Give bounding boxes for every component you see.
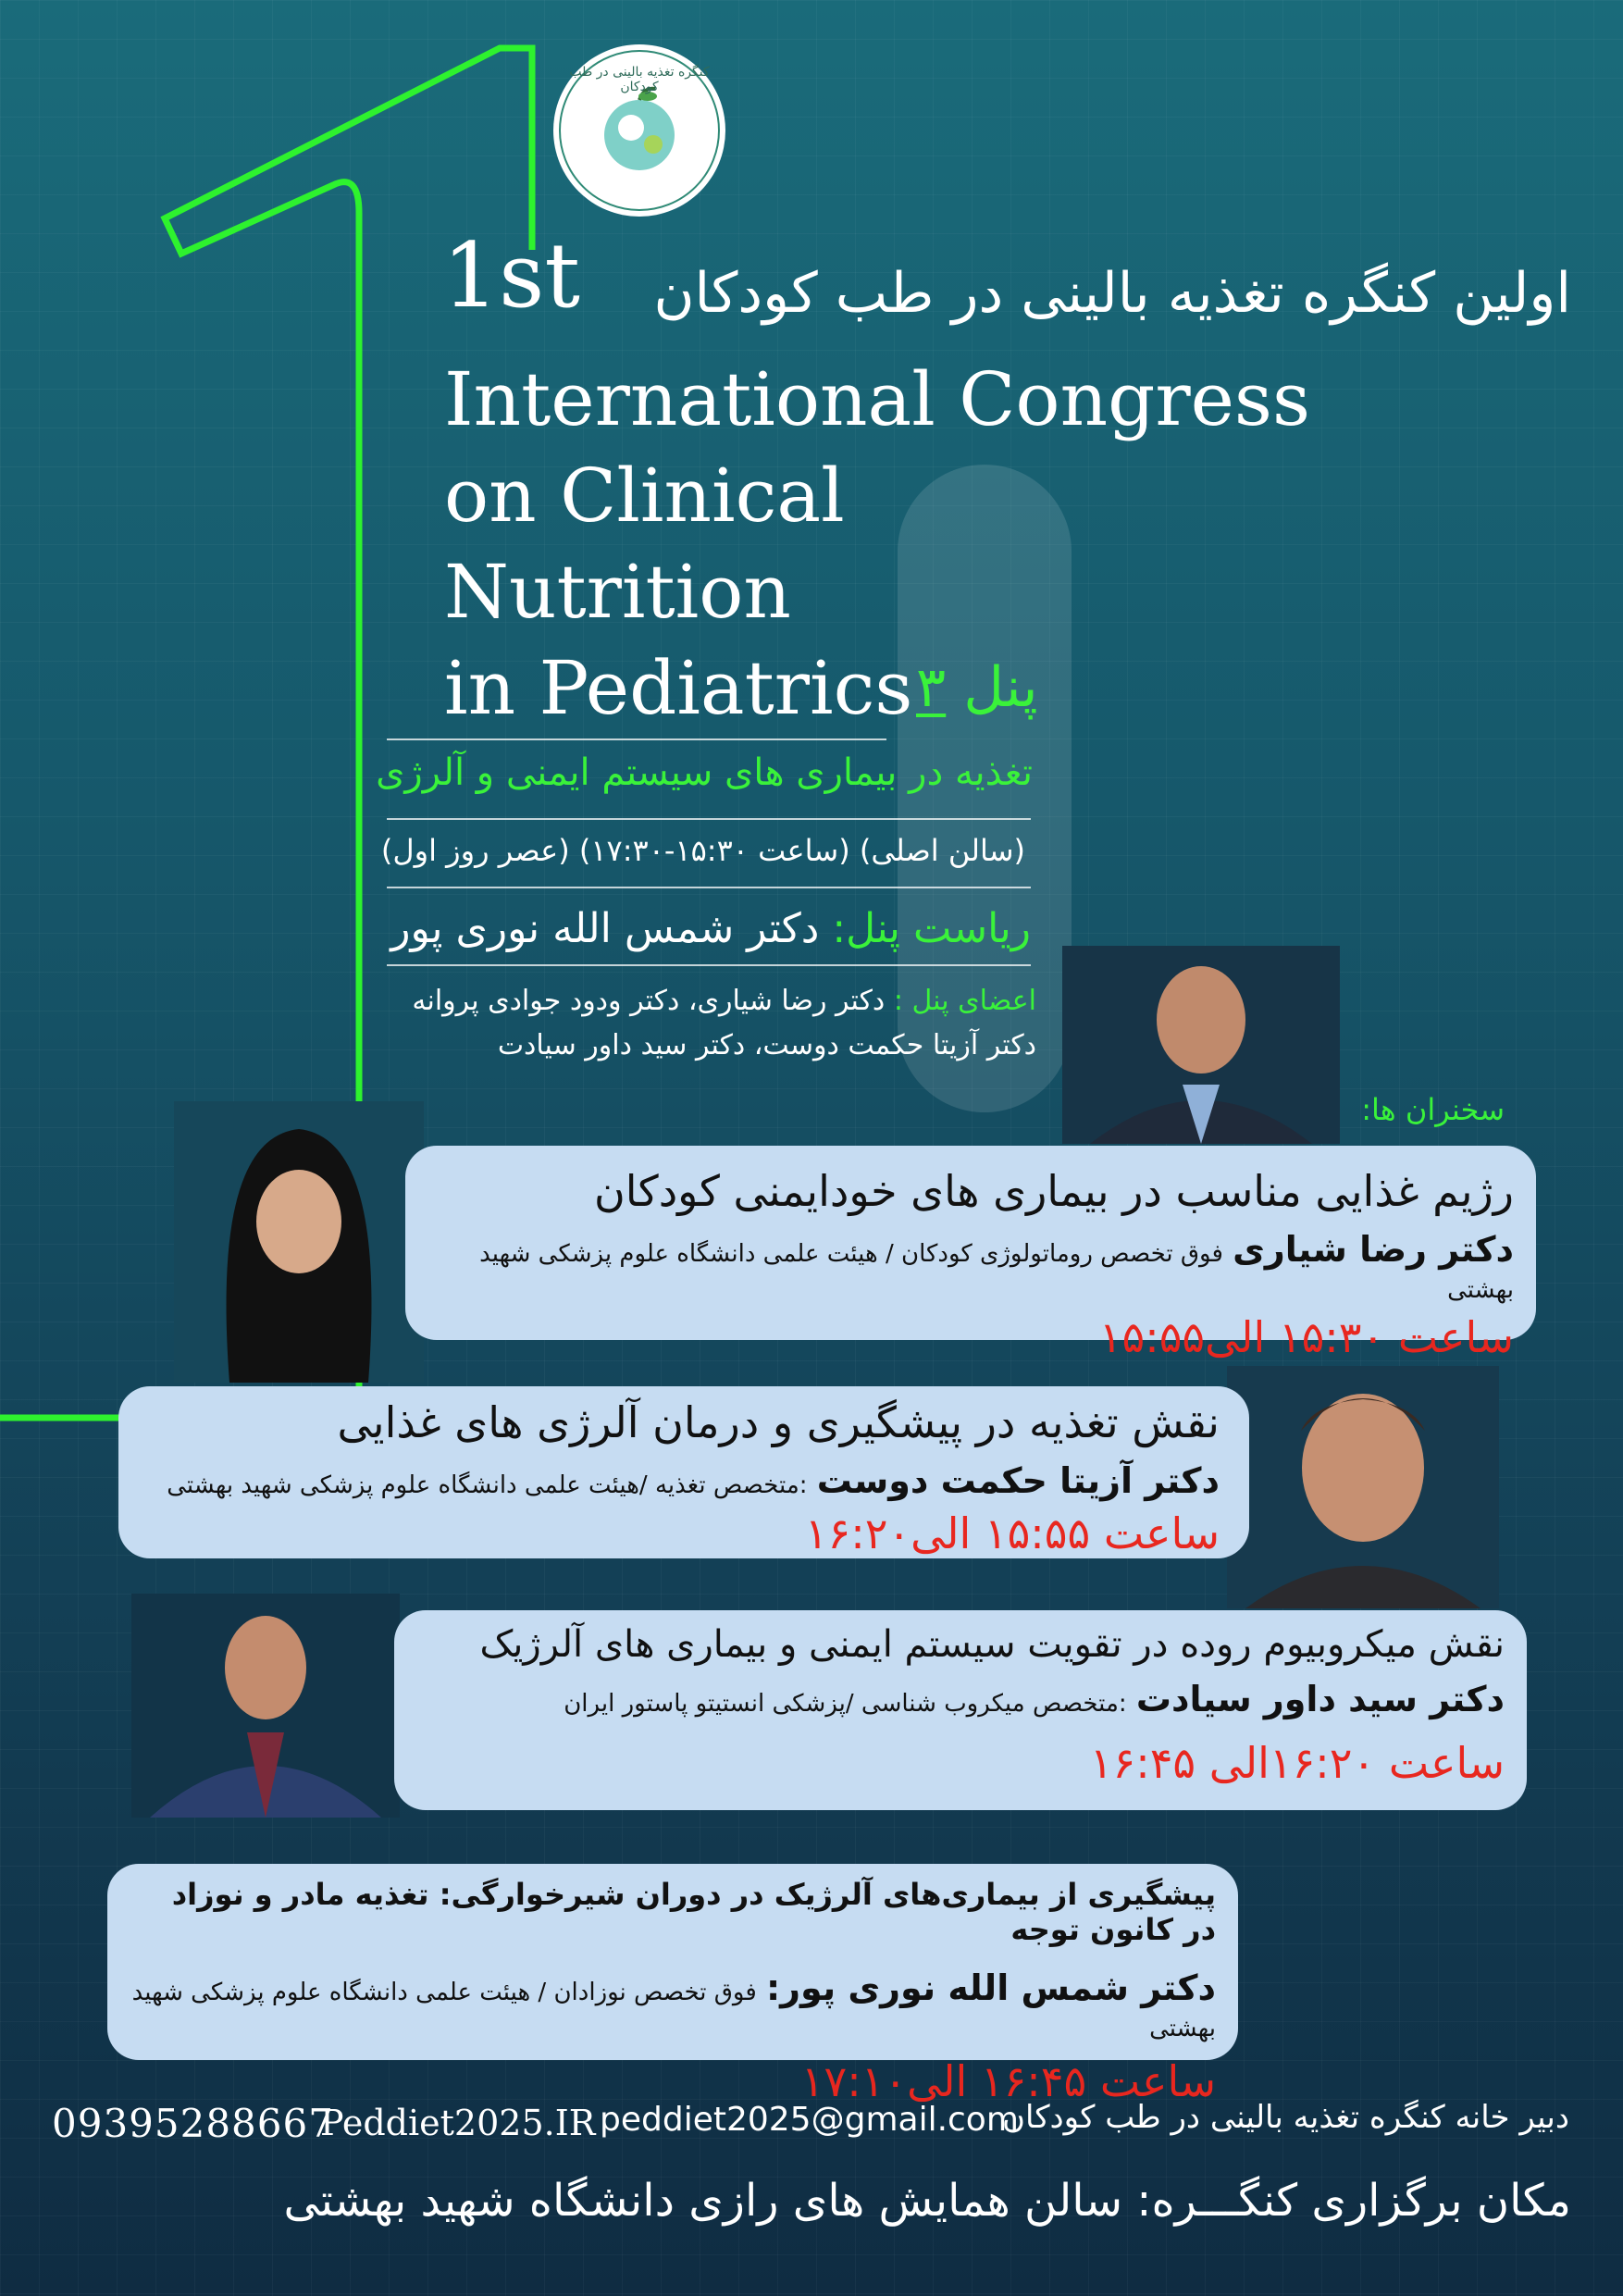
title-en-line: Nutrition <box>444 549 791 635</box>
panel-word: پنل <box>963 655 1038 720</box>
website-link[interactable]: Peddiet2025.IR <box>320 2103 596 2143</box>
session-title: تغذیه در بیماری های سیستم ایمنی و آلرژی <box>376 751 1033 794</box>
speaker-desc: فوق تخصص نوزادان / هیئت علمی دانشگاه علوم پزشکی شهید بهشتی <box>131 1979 1216 2042</box>
speaker-photo <box>131 1594 400 1818</box>
talk-time: ساعت ۱۵:۳۰ الی۱۵:۵۵ <box>1098 1312 1514 1362</box>
talk-card <box>118 1386 1249 1558</box>
divider <box>387 738 886 740</box>
phone-number: 09395288667 <box>52 2101 334 2146</box>
members-line: دکتر آزیتا حکمت دوست، دکتر سید داور سیادت <box>497 1029 1036 1061</box>
talk-time: ساعت ۱۶:۲۰الی ۱۶:۴۵ <box>1089 1738 1505 1788</box>
secretariat-text: دبیر خانه کنگره تغذیه بالینی در طب کودکان <box>1002 2099 1569 2136</box>
venue-text: مکان برگزاری کنگـــره: سالن همایش های رازی دانشگاه شهید بهشتی <box>283 2175 1571 2227</box>
speakers-label: سخنران ها: <box>1361 1092 1505 1127</box>
chair-name: دکتر شمس الله نوری پور <box>390 905 820 952</box>
logo-text: کنگره تغذیه بالینی در طب کودکان <box>569 65 710 94</box>
speaker-photo <box>1227 1366 1499 1608</box>
title-en-line: in Pediatrics <box>444 645 913 731</box>
title-en-line: on Clinical <box>444 453 845 539</box>
talk-title: رژیم غذایی مناسب در بیماری های خودایمنی کودکان <box>594 1166 1514 1216</box>
panel-number: ۳ <box>916 655 947 720</box>
speaker-desc: :متخصص میکروب شناسی /پزشکی انستیتو پاستور ایران <box>564 1690 1127 1718</box>
divider <box>387 887 1031 888</box>
speaker-name: دکتر شمس الله نوری پور: <box>765 1967 1216 2008</box>
divider <box>387 964 1031 966</box>
talk-title: نقش میکروبیوم روده در تقویت سیستم ایمنی و بیماری های آلرژیک <box>479 1623 1505 1666</box>
panel-members <box>412 979 1036 1068</box>
talk-title: نقش تغذیه در پیشگیری و درمان آلرژی های غذایی <box>337 1397 1220 1447</box>
panel-chair <box>390 905 1031 952</box>
congress-title-en <box>444 352 1310 737</box>
email-link[interactable]: peddiet2025@gmail.com <box>600 2101 1019 2139</box>
speaker-name: دکتر سید داور سیادت <box>1135 1679 1505 1719</box>
speaker-photo <box>174 1101 424 1383</box>
speaker-name: دکتر آزیتا حکمت دوست <box>816 1460 1220 1501</box>
title-en-line: International Congress <box>444 356 1311 442</box>
speaker-name: دکتر رضا شیاری <box>1233 1229 1514 1270</box>
talk-card <box>405 1146 1536 1362</box>
panel-label <box>916 655 1038 720</box>
members-line: دکتر رضا شیاری، دکتر ودود جوادی پروانه <box>412 985 886 1017</box>
speaker-desc: :متخصص تغذیه /هیئت علمی دانشگاه علوم پزشکی شهید بهشتی <box>167 1471 808 1499</box>
speaker-photo <box>1062 946 1340 1144</box>
congress-logo <box>553 44 725 217</box>
talk-title: پیشگیری از بیماری‌های آلرژیک در دوران شیرخوارگی: تغذیه مادر و نوزاد در کانون توجه <box>171 1877 1216 1947</box>
chair-label: ریاست پنل: <box>832 905 1031 952</box>
talk-time: ساعت ۱۵:۵۵ الی۱۶:۲۰ <box>804 1508 1220 1558</box>
speaker-desc: فوق تخصص روماتولوژی کودکان / هیئت علمی دانشگاه علوم پزشکی شهید بهشتی <box>479 1240 1514 1304</box>
congress-title-fa: اولین کنگره تغذیه بالینی در طب کودکان <box>653 261 1571 326</box>
talk-time: ساعت ۱۶:۴۵ الی۱۷:۱۰ <box>800 2056 1216 2106</box>
talk-card <box>394 1610 1527 1810</box>
ordinal-title: 1st <box>442 224 580 328</box>
divider <box>387 818 1031 820</box>
talk-card <box>107 1864 1238 2106</box>
session-time: (سالن اصلی) (ساعت ۱۵:۳۰-۱۷:۳۰) (عصر روز اول) <box>380 833 1025 868</box>
members-label: اعضای پنل : <box>893 985 1036 1017</box>
